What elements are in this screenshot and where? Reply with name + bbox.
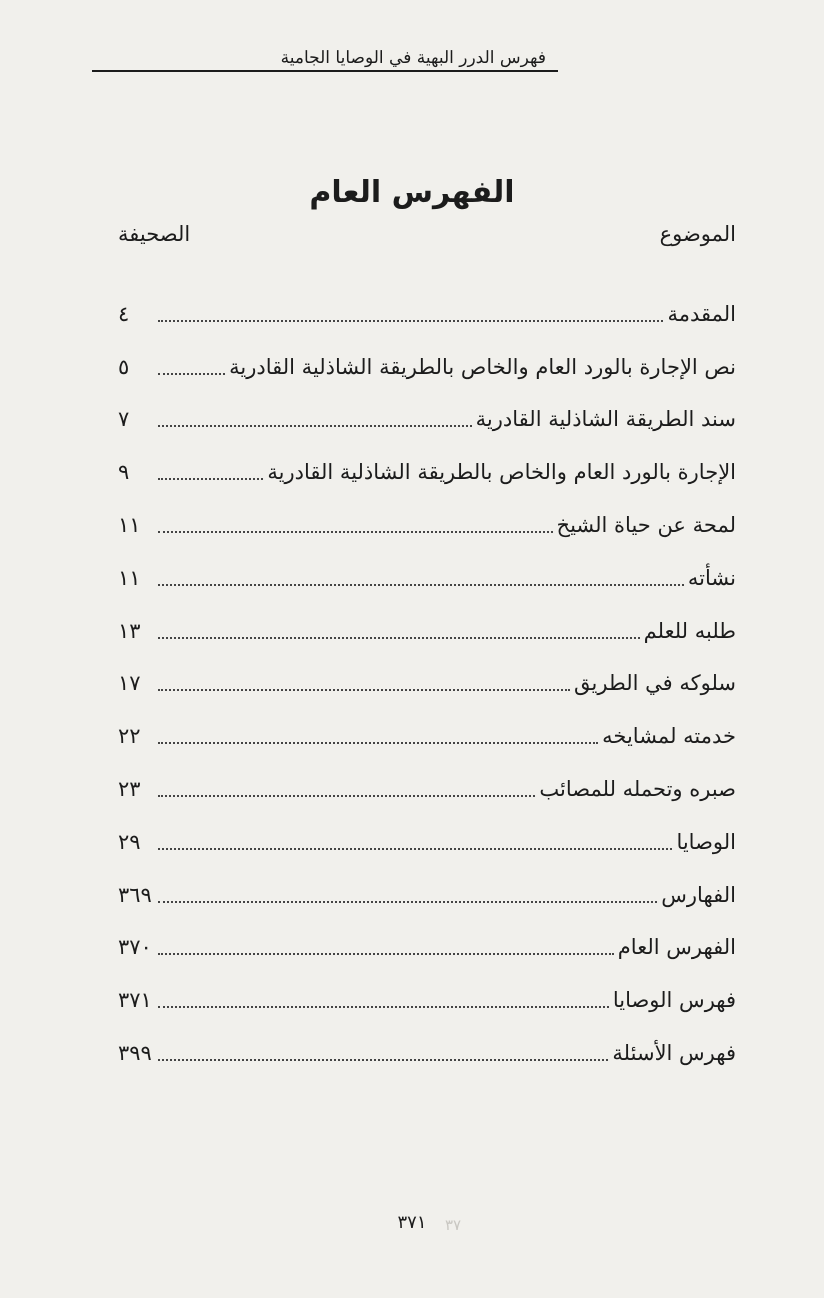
dot-leader: [158, 741, 598, 744]
toc-entry-label: نشأته: [687, 565, 736, 590]
toc-entry: [118, 433, 736, 486]
dot-leader: [158, 477, 263, 480]
toc-entry: [118, 697, 736, 750]
bleed-through-mark: ٣٧: [445, 1216, 462, 1234]
toc-entry: [118, 328, 736, 381]
toc-entry-label: سند الطريقة الشاذلية القادرية: [475, 407, 736, 432]
page-number: ٣٧١: [397, 1212, 427, 1233]
column-header-page: الصحيفة: [118, 222, 191, 246]
toc-entry-label: خدمته لمشايخه: [602, 724, 736, 749]
toc-entry-page: ١١: [118, 565, 141, 590]
running-head-rule: [92, 70, 558, 72]
toc-entry-label: فهرس الوصايا: [612, 988, 736, 1013]
toc-entry-label: الفهرس العام: [617, 935, 736, 960]
toc-entry-label: الفهارس: [661, 882, 736, 907]
toc-entry: [118, 909, 736, 962]
toc-entry-label: الإجارة بالورد العام والخاص بالطريقة الشاذلية القادرية: [267, 460, 736, 485]
toc-entry-label: الوصايا: [676, 829, 736, 854]
toc-entry-label: المقدمة: [667, 301, 736, 326]
column-header-topic: الموضوع: [659, 222, 736, 246]
toc-entry-page: ٣٧١: [118, 988, 152, 1013]
toc-entry: [118, 592, 736, 645]
toc-entry: [118, 275, 736, 328]
toc-entry-page: ١٣: [118, 618, 141, 643]
dot-leader: [158, 530, 553, 533]
toc-entry-page: ٢٢: [118, 724, 141, 749]
toc-entry: [118, 381, 736, 434]
running-head: [92, 46, 782, 78]
toc-entry-page: ١١: [118, 512, 141, 537]
dot-leader: [158, 372, 225, 375]
dot-leader: [158, 583, 684, 586]
toc-entry: [118, 486, 736, 539]
toc-entry-label: طلبه للعلم: [643, 618, 736, 643]
dot-leader: [158, 847, 672, 850]
toc-entry: [118, 961, 736, 1014]
toc-entry-page: ٣٧٠: [118, 935, 152, 960]
toc-entry-page: ٧: [118, 407, 130, 432]
dot-leader: [158, 952, 614, 955]
dot-leader: [158, 1058, 608, 1061]
toc-entry-label: سلوكه في الطريق: [574, 671, 736, 696]
toc-entry: [118, 645, 736, 698]
dot-leader: [158, 900, 657, 903]
page-title: الفهرس العام: [309, 175, 515, 210]
toc-entry: [118, 1014, 736, 1067]
toc-entry-label: لمحة عن حياة الشيخ: [556, 512, 736, 537]
dot-leader: [158, 636, 640, 639]
dot-leader: [158, 1005, 609, 1008]
toc-entry: [118, 803, 736, 856]
toc-entry-page: ٣٦٩: [118, 882, 152, 907]
toc-entry: [118, 750, 736, 803]
toc-entry-page: ٥: [118, 354, 130, 379]
dot-leader: [158, 424, 472, 427]
toc-entry-page: ١٧: [118, 671, 141, 696]
dot-leader: [158, 794, 535, 797]
toc-entry: [118, 856, 736, 909]
toc-entry-page: ٢٩: [118, 829, 141, 854]
toc-entry-page: ٣٩٩: [118, 1040, 152, 1065]
toc-entry: [118, 539, 736, 592]
toc-entry-label: صبره وتحمله للمصائب: [539, 776, 736, 801]
toc-entry-page: ٤: [118, 301, 130, 326]
toc-entry-label: نص الإجارة بالورد العام والخاص بالطريقة الشاذلية القادرية: [229, 354, 736, 379]
running-head-title: فهرس الدرر البهية في الوصايا الجامية: [280, 48, 546, 68]
toc-entry-page: ٢٣: [118, 776, 141, 801]
table-of-contents: [118, 275, 736, 1067]
toc-entry-page: ٩: [118, 460, 130, 485]
dot-leader: [158, 688, 570, 691]
dot-leader: [158, 319, 663, 322]
toc-entry-label: فهرس الأسئلة: [612, 1040, 736, 1065]
